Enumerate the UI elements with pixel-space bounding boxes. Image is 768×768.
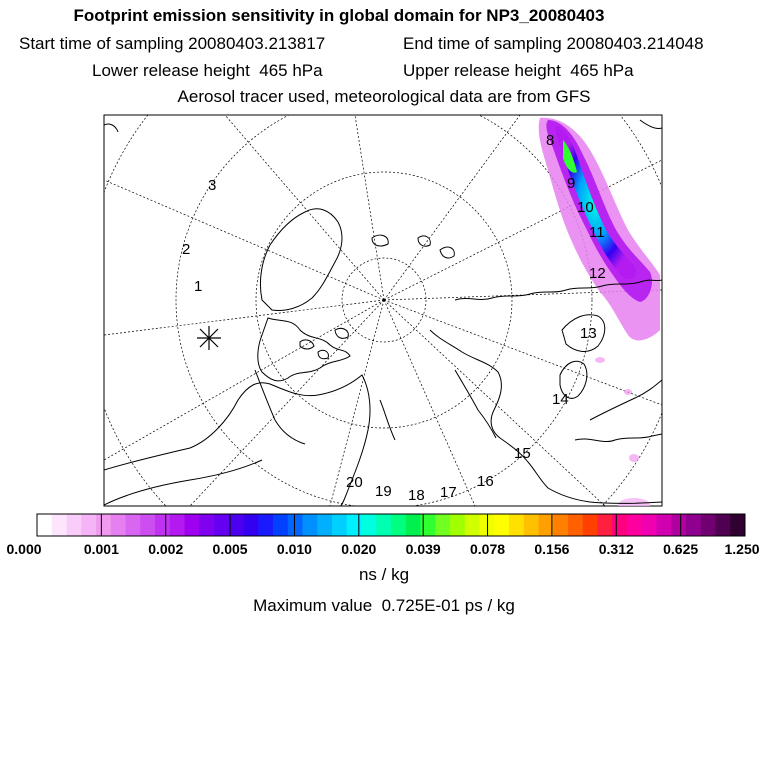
colorbar-swatch bbox=[553, 514, 568, 536]
colorbar-swatch bbox=[701, 514, 716, 536]
day-label-2: 2 bbox=[182, 241, 191, 258]
upper-height-text: Upper release height 465 hPa bbox=[403, 61, 634, 80]
colorbar-swatch bbox=[730, 514, 745, 536]
colorbar-swatch bbox=[185, 514, 200, 536]
plot-title: Footprint emission sensitivity in global domain for NP3_20080403 bbox=[73, 6, 605, 25]
colorbar-tick-label: 0.312 bbox=[598, 541, 634, 557]
end-time-text: End time of sampling 20080403.214048 bbox=[403, 34, 704, 53]
day-label-15: 15 bbox=[514, 445, 531, 462]
colorbar-swatch bbox=[67, 514, 82, 536]
colorbar-swatch bbox=[494, 514, 509, 536]
colorbar-swatch bbox=[258, 514, 273, 536]
colorbar-tick-label: 1.250 bbox=[724, 541, 760, 557]
colorbar-swatch bbox=[332, 514, 347, 536]
day-label-19: 19 bbox=[375, 483, 392, 500]
maximum-value-text: Maximum value 0.725E-01 ps / kg bbox=[253, 596, 515, 615]
day-label-9: 9 bbox=[567, 175, 576, 192]
day-label-12: 12 bbox=[589, 265, 606, 282]
colorbar-swatch bbox=[612, 514, 627, 536]
colorbar-swatch bbox=[288, 514, 303, 536]
tracer-info-text: Aerosol tracer used, meteorological data are from GFS bbox=[177, 87, 591, 106]
day-label-20: 20 bbox=[346, 474, 363, 491]
colorbar-swatch bbox=[199, 514, 214, 536]
colorbar-swatch bbox=[671, 514, 686, 536]
day-label-1: 1 bbox=[194, 278, 203, 295]
colorbar-swatch bbox=[657, 514, 672, 536]
colorbar-tick-label: 0.039 bbox=[405, 541, 441, 557]
colorbar-swatch bbox=[81, 514, 96, 536]
colorbar-swatch bbox=[126, 514, 141, 536]
day-label-16: 16 bbox=[477, 473, 494, 490]
colorbar-swatch bbox=[229, 514, 244, 536]
colorbar-swatch bbox=[244, 514, 259, 536]
lower-height-text: Lower release height 465 hPa bbox=[92, 61, 323, 80]
colorbar-swatch bbox=[376, 514, 391, 536]
colorbar-swatch bbox=[524, 514, 539, 536]
day-label-3: 3 bbox=[208, 177, 217, 194]
day-label-8: 8 bbox=[546, 132, 555, 149]
colorbar-swatch bbox=[111, 514, 126, 536]
colorbar-tick-label: 0.005 bbox=[212, 541, 248, 557]
colorbar-swatch bbox=[539, 514, 554, 536]
release-location-marker bbox=[197, 326, 221, 350]
colorbar-tick-label: 0.078 bbox=[470, 541, 506, 557]
colorbar bbox=[37, 514, 745, 536]
asterisk-icon bbox=[197, 326, 221, 350]
colorbar-swatch bbox=[273, 514, 288, 536]
day-label-10: 10 bbox=[577, 199, 594, 216]
colorbar-swatch bbox=[450, 514, 465, 536]
colorbar-swatch bbox=[347, 514, 362, 536]
colorbar-tick-label: 0.020 bbox=[341, 541, 377, 557]
colorbar-swatch bbox=[406, 514, 421, 536]
colorbar-tick-label: 0.002 bbox=[148, 541, 184, 557]
colorbar-tick-label: 0.625 bbox=[663, 541, 699, 557]
colorbar-swatch bbox=[686, 514, 701, 536]
colorbar-swatch bbox=[465, 514, 480, 536]
colorbar-swatch bbox=[509, 514, 524, 536]
colorbar-swatch bbox=[391, 514, 406, 536]
colorbar-swatch bbox=[155, 514, 170, 536]
colorbar-tick-label: 0.000 bbox=[6, 541, 42, 557]
colorbar-swatch bbox=[52, 514, 67, 536]
colorbar-swatch bbox=[362, 514, 377, 536]
colorbar-swatch bbox=[583, 514, 598, 536]
day-label-14: 14 bbox=[552, 391, 569, 408]
day-label-17: 17 bbox=[440, 484, 457, 501]
colorbar-tick-label: 0.001 bbox=[83, 541, 119, 557]
colorbar-swatch bbox=[96, 514, 111, 536]
start-time-text: Start time of sampling 20080403.213817 bbox=[19, 34, 326, 53]
day-label-11: 11 bbox=[589, 224, 605, 241]
colorbar-tick-label: 0.010 bbox=[276, 541, 312, 557]
colorbar-swatch bbox=[37, 514, 52, 536]
colorbar-units: ns / kg bbox=[358, 565, 410, 584]
colorbar-swatch bbox=[598, 514, 613, 536]
colorbar-swatch bbox=[214, 514, 229, 536]
colorbar-swatch bbox=[170, 514, 185, 536]
colorbar-swatch bbox=[568, 514, 583, 536]
colorbar-swatch bbox=[140, 514, 155, 536]
colorbar-swatch bbox=[317, 514, 332, 536]
colorbar-swatch bbox=[642, 514, 657, 536]
day-label-13: 13 bbox=[580, 325, 597, 342]
colorbar-tick-label: 0.156 bbox=[534, 541, 570, 557]
colorbar-swatch bbox=[435, 514, 450, 536]
colorbar-swatch bbox=[716, 514, 731, 536]
colorbar-swatch bbox=[303, 514, 318, 536]
colorbar-swatch bbox=[627, 514, 642, 536]
day-label-18: 18 bbox=[408, 487, 425, 504]
